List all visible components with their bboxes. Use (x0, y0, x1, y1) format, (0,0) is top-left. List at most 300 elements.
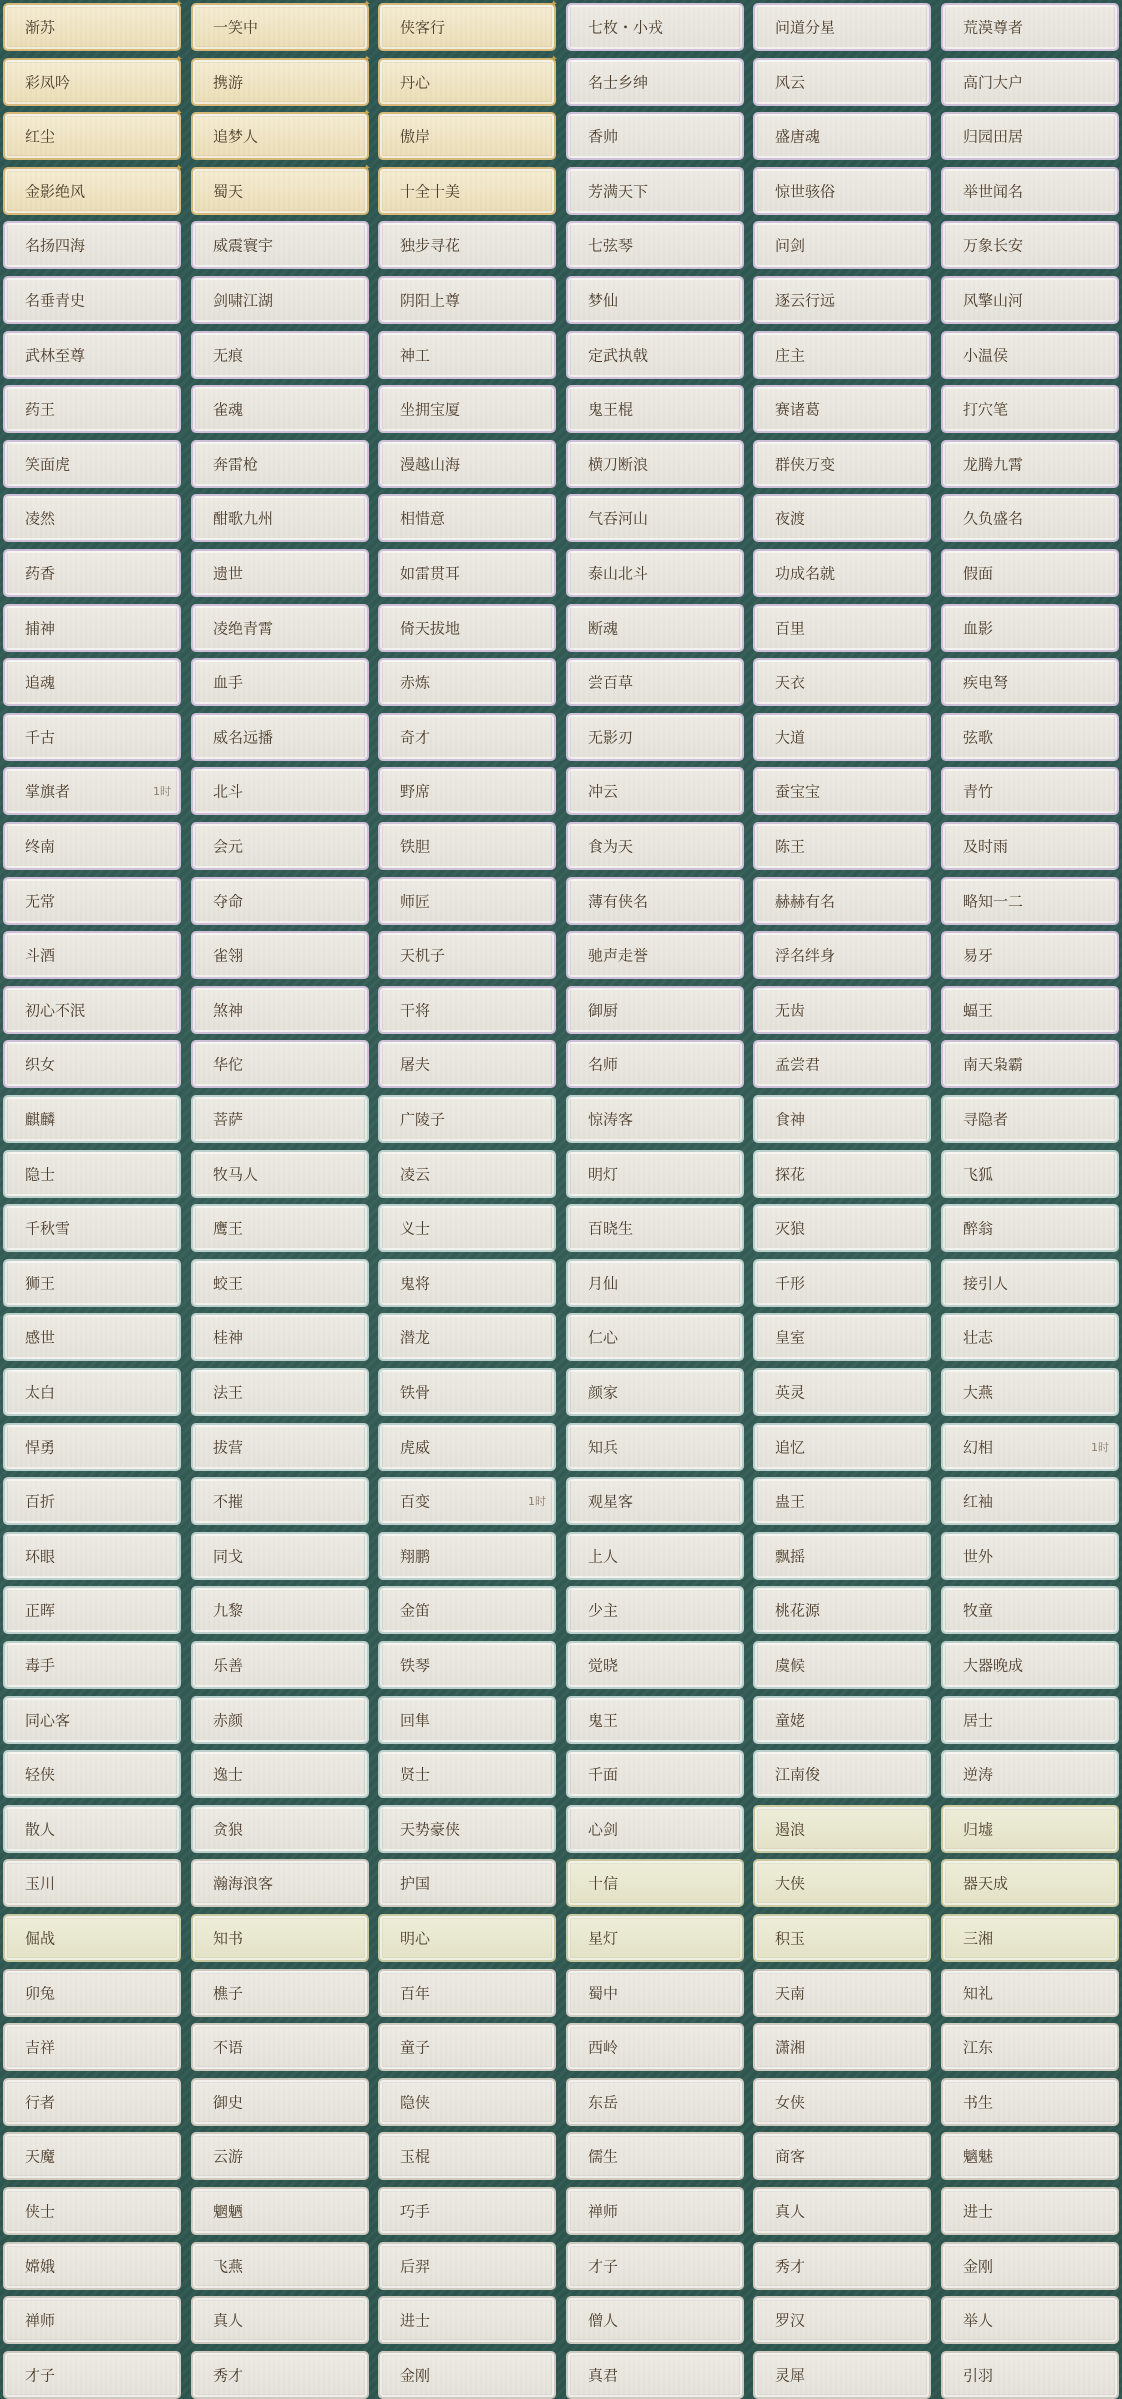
title-label: 千形 (775, 1274, 806, 1293)
title-tile[interactable] (378, 1368, 556, 1416)
title-tile[interactable] (378, 877, 556, 925)
title-tile[interactable] (191, 2132, 369, 2180)
title-tile[interactable] (191, 0, 371, 51)
title-tile[interactable] (566, 331, 744, 379)
title-tile[interactable] (941, 1750, 1119, 1798)
title-tile[interactable] (753, 2351, 931, 2399)
title-label: 夜渡 (775, 509, 806, 528)
title-tile[interactable] (566, 822, 744, 870)
title-tile[interactable] (753, 112, 931, 160)
title-tile[interactable] (191, 1259, 369, 1307)
title-tile[interactable] (753, 221, 931, 269)
title-tile[interactable] (191, 1150, 369, 1198)
title-tile[interactable] (3, 1204, 181, 1252)
title-tile[interactable] (566, 1696, 744, 1744)
title-tile[interactable] (3, 1150, 181, 1198)
title-tile[interactable] (378, 1423, 556, 1471)
title-tile[interactable] (753, 494, 931, 542)
title-tile[interactable] (941, 2078, 1119, 2126)
title-tile[interactable] (566, 2132, 744, 2180)
title-tile[interactable] (941, 931, 1119, 979)
title-tile[interactable] (378, 2351, 556, 2399)
title-tile[interactable] (191, 822, 369, 870)
title-label: 威震寰宇 (213, 236, 274, 255)
title-tile[interactable] (378, 494, 556, 542)
title-label: 三湘 (963, 1929, 994, 1948)
title-tile[interactable] (3, 1750, 181, 1798)
title-tile[interactable] (378, 931, 556, 979)
title-tile[interactable] (566, 1368, 744, 1416)
title-tile[interactable] (753, 604, 931, 652)
title-tile[interactable] (3, 494, 181, 542)
title-tile[interactable] (191, 385, 369, 433)
title-tile[interactable] (753, 931, 931, 979)
title-tile[interactable] (191, 658, 369, 706)
title-tile[interactable] (191, 1696, 369, 1744)
title-label: 铁琴 (400, 1656, 431, 1675)
title-tile[interactable] (191, 1805, 369, 1853)
title-tile[interactable] (566, 549, 744, 597)
title-tile[interactable] (3, 1477, 181, 1525)
title-tile[interactable] (3, 1313, 181, 1361)
title-tile[interactable] (941, 604, 1119, 652)
title-label: 剑啸江湖 (213, 291, 274, 310)
title-tile[interactable] (3, 1586, 181, 1634)
title-label: 坐拥宝厦 (400, 400, 461, 419)
title-tile[interactable] (566, 2296, 744, 2344)
title-tile[interactable] (753, 1095, 931, 1143)
title-tile[interactable] (378, 276, 556, 324)
title-tile[interactable] (566, 931, 744, 979)
title-tile[interactable] (941, 1204, 1119, 1252)
title-tile[interactable] (941, 1914, 1119, 1962)
sparkle-corner-icon: ✦ (549, 54, 558, 65)
title-tile[interactable] (941, 3, 1119, 51)
title-tile[interactable] (566, 494, 744, 542)
title-tile[interactable] (378, 1586, 556, 1634)
title-tile[interactable] (753, 2078, 931, 2126)
title-tile[interactable] (941, 713, 1119, 761)
title-tile[interactable] (941, 1859, 1119, 1907)
title-tile[interactable] (378, 2187, 556, 2235)
title-tile[interactable] (941, 986, 1119, 1034)
title-label: 麒麟 (25, 1110, 56, 1129)
title-tile[interactable] (566, 1969, 744, 2017)
title-tile[interactable] (378, 1805, 556, 1853)
title-tile[interactable] (3, 2078, 181, 2126)
title-tile[interactable] (191, 1532, 369, 1580)
title-tile[interactable] (566, 1859, 744, 1907)
title-tile[interactable] (3, 440, 181, 488)
title-tile[interactable] (191, 1586, 369, 1634)
title-tile[interactable] (191, 494, 369, 542)
title-label: 食为天 (588, 837, 634, 856)
title-tile[interactable] (191, 1969, 369, 2017)
title-label: 真人 (775, 2202, 806, 2221)
title-tile[interactable] (566, 658, 744, 706)
title-tile[interactable] (378, 986, 556, 1034)
title-tile[interactable] (191, 1040, 369, 1088)
title-tile[interactable] (378, 1040, 556, 1088)
title-tile[interactable] (941, 494, 1119, 542)
title-tile[interactable] (941, 1696, 1119, 1744)
title-tile[interactable] (566, 1750, 744, 1798)
title-tile[interactable] (191, 1750, 369, 1798)
title-label: 易牙 (963, 946, 994, 965)
title-tile[interactable] (566, 1805, 744, 1853)
title-tile[interactable] (191, 1914, 369, 1962)
title-label: 金影绝风 (25, 182, 86, 201)
title-tile[interactable] (378, 1859, 556, 1907)
title-tile[interactable] (3, 276, 181, 324)
title-tile[interactable] (941, 112, 1119, 160)
title-tile[interactable] (3, 163, 183, 215)
title-tile[interactable] (941, 1368, 1119, 1416)
title-label: 逆涛 (963, 1765, 994, 1784)
title-tile[interactable] (191, 604, 369, 652)
title-tile[interactable] (566, 3, 744, 51)
title-tile[interactable] (191, 2242, 369, 2290)
title-tile[interactable] (3, 1368, 181, 1416)
title-tile[interactable] (3, 385, 181, 433)
title-tile[interactable] (378, 1641, 556, 1689)
title-tile[interactable] (378, 112, 556, 160)
title-tile[interactable] (566, 767, 744, 815)
title-tile[interactable] (378, 440, 556, 488)
title-tile[interactable] (566, 1477, 744, 1525)
title-tile[interactable] (378, 1532, 556, 1580)
title-tile[interactable] (378, 1204, 556, 1252)
title-tile[interactable] (191, 549, 369, 597)
title-tile[interactable] (3, 1641, 181, 1689)
title-tile[interactable] (753, 658, 931, 706)
title-tile[interactable] (3, 2187, 181, 2235)
title-tile[interactable] (566, 58, 744, 106)
title-label: 贤士 (400, 1765, 431, 1784)
title-tile[interactable] (753, 877, 931, 925)
title-tile[interactable] (191, 1204, 369, 1252)
title-tile[interactable] (566, 1532, 744, 1580)
title-tile[interactable] (566, 2242, 744, 2290)
title-tile[interactable] (191, 276, 369, 324)
title-tile[interactable] (753, 1532, 931, 1580)
title-tile[interactable] (753, 1204, 931, 1252)
title-tile[interactable] (566, 385, 744, 433)
title-label: 逸士 (213, 1765, 244, 1784)
title-tile[interactable] (753, 2242, 931, 2290)
title-tile[interactable] (941, 331, 1119, 379)
title-tile[interactable] (941, 1805, 1119, 1853)
title-label: 儒生 (588, 2147, 619, 2166)
title-tile[interactable] (941, 2023, 1119, 2071)
title-tile[interactable] (753, 1368, 931, 1416)
title-tile[interactable] (191, 713, 369, 761)
title-label: 赫赫有名 (775, 892, 836, 911)
title-tile[interactable] (753, 1313, 931, 1361)
title-tile[interactable] (941, 385, 1119, 433)
title-tile[interactable] (941, 1532, 1119, 1580)
title-tile[interactable] (566, 1040, 744, 1088)
title-tile[interactable] (191, 54, 371, 106)
title-label: 归园田居 (963, 127, 1024, 146)
title-tile[interactable] (191, 1477, 369, 1525)
title-label: 掌旗者 (25, 782, 71, 801)
title-tile[interactable] (378, 221, 556, 269)
title-tile[interactable] (3, 1423, 181, 1471)
title-tile[interactable] (191, 331, 369, 379)
title-tile[interactable] (753, 1259, 931, 1307)
title-tile[interactable] (941, 1040, 1119, 1088)
title-tile[interactable] (941, 2296, 1119, 2344)
title-tile[interactable] (753, 767, 931, 815)
title-tile[interactable] (941, 2132, 1119, 2180)
title-tile[interactable] (753, 1805, 931, 1853)
title-tile[interactable] (3, 877, 181, 925)
title-tile[interactable] (191, 1313, 369, 1361)
title-tile[interactable] (3, 331, 181, 379)
title-tile[interactable] (191, 163, 371, 215)
title-label: 百里 (775, 619, 806, 638)
title-tile[interactable] (3, 2132, 181, 2180)
title-tile[interactable] (566, 1095, 744, 1143)
title-tile[interactable] (3, 986, 181, 1034)
title-tile[interactable] (566, 276, 744, 324)
title-tile[interactable] (753, 331, 931, 379)
title-tile[interactable] (378, 331, 556, 379)
title-tile[interactable] (566, 167, 744, 215)
title-tile[interactable] (3, 1805, 181, 1853)
title-tile[interactable] (753, 1696, 931, 1744)
title-tile[interactable] (378, 1259, 556, 1307)
title-tile[interactable] (378, 604, 556, 652)
title-tile[interactable] (753, 2296, 931, 2344)
title-tile[interactable] (3, 2242, 181, 2290)
title-label: 仁心 (588, 1328, 619, 1347)
title-tile[interactable] (3, 1095, 181, 1143)
title-tile[interactable] (941, 1641, 1119, 1689)
title-tile[interactable] (941, 1969, 1119, 2017)
title-tile[interactable] (378, 822, 556, 870)
title-tile[interactable] (753, 1586, 931, 1634)
title-tile[interactable] (941, 440, 1119, 488)
title-tile[interactable] (378, 385, 556, 433)
title-tile[interactable] (941, 167, 1119, 215)
title-tile[interactable] (753, 822, 931, 870)
title-tile[interactable] (753, 1423, 931, 1471)
title-label: 义士 (400, 1219, 431, 1238)
title-tile[interactable] (3, 713, 181, 761)
title-tile[interactable] (941, 549, 1119, 597)
title-tile[interactable] (191, 1859, 369, 1907)
title-tile[interactable] (941, 1423, 1119, 1471)
title-label: 天魔 (25, 2147, 56, 2166)
title-tile[interactable] (191, 2187, 369, 2235)
title-tile[interactable] (378, 1914, 556, 1962)
title-tile[interactable] (941, 221, 1119, 269)
title-tile[interactable] (941, 877, 1119, 925)
title-tile[interactable] (941, 1586, 1119, 1634)
title-tile[interactable] (3, 658, 181, 706)
title-tile[interactable] (566, 986, 744, 1034)
title-tile[interactable] (941, 767, 1119, 815)
title-tile[interactable] (753, 1750, 931, 1798)
title-tile[interactable] (941, 658, 1119, 706)
title-tile[interactable] (191, 2296, 369, 2344)
title-tile[interactable] (941, 2242, 1119, 2290)
title-tile[interactable] (3, 1259, 181, 1307)
title-tile[interactable] (753, 1969, 931, 2017)
title-tile[interactable] (378, 2132, 556, 2180)
title-tile[interactable] (566, 221, 744, 269)
title-label: 隐士 (25, 1165, 56, 1184)
title-tile[interactable] (3, 931, 181, 979)
title-tile[interactable] (378, 1095, 556, 1143)
title-tile[interactable] (941, 1095, 1119, 1143)
title-tile[interactable] (753, 2132, 931, 2180)
title-tile[interactable] (378, 1696, 556, 1744)
title-tile[interactable] (941, 2351, 1119, 2399)
title-tile[interactable] (753, 549, 931, 597)
title-tile[interactable] (378, 767, 556, 815)
title-tile[interactable] (941, 58, 1119, 106)
title-tile[interactable] (378, 0, 558, 51)
title-tile[interactable] (191, 877, 369, 925)
title-tile[interactable] (753, 1641, 931, 1689)
title-tile[interactable] (3, 2351, 181, 2399)
title-tile[interactable] (753, 1859, 931, 1907)
title-tile[interactable] (566, 440, 744, 488)
title-tile[interactable] (3, 822, 181, 870)
title-tile[interactable] (753, 3, 931, 51)
title-tile[interactable] (191, 1641, 369, 1689)
title-tile[interactable] (566, 1423, 744, 1471)
title-tile[interactable] (3, 2023, 181, 2071)
title-tile[interactable] (566, 1586, 744, 1634)
title-tile[interactable] (566, 1150, 744, 1198)
title-tile[interactable] (753, 1040, 931, 1088)
title-tile[interactable] (566, 2078, 744, 2126)
title-tile[interactable] (191, 2078, 369, 2126)
title-tile[interactable] (566, 1914, 744, 1962)
title-tile[interactable] (753, 1477, 931, 1525)
title-label: 天南 (775, 1984, 806, 2003)
title-tile[interactable] (378, 1477, 556, 1525)
title-tile[interactable] (378, 1150, 556, 1198)
title-tile[interactable] (753, 1914, 931, 1962)
title-tile[interactable] (941, 1313, 1119, 1361)
title-tile[interactable] (941, 1259, 1119, 1307)
title-tile[interactable] (566, 1204, 744, 1252)
title-tile[interactable] (191, 986, 369, 1034)
title-tile[interactable] (191, 2351, 369, 2399)
title-tile[interactable] (3, 1040, 181, 1088)
title-tile[interactable] (753, 713, 931, 761)
title-tile[interactable] (378, 713, 556, 761)
title-tile[interactable] (191, 440, 369, 488)
title-tile[interactable] (753, 986, 931, 1034)
title-tile[interactable] (566, 2351, 744, 2399)
title-tile[interactable] (3, 0, 183, 51)
title-tile[interactable] (566, 877, 744, 925)
title-tile[interactable] (378, 1313, 556, 1361)
title-tile[interactable] (753, 440, 931, 488)
title-label: 桂神 (213, 1328, 244, 1347)
title-tile[interactable] (378, 1969, 556, 2017)
title-tile[interactable] (941, 1150, 1119, 1198)
title-tile[interactable] (378, 549, 556, 597)
title-label: 赛诸葛 (775, 400, 821, 419)
title-tile[interactable] (3, 54, 183, 106)
title-tile[interactable] (566, 713, 744, 761)
title-tile[interactable] (378, 658, 556, 706)
title-tile[interactable] (941, 1477, 1119, 1525)
title-tile[interactable] (753, 58, 931, 106)
title-tile[interactable] (566, 112, 744, 160)
title-label: 北斗 (213, 782, 244, 801)
title-label: 进士 (963, 2202, 994, 2221)
title-tile[interactable] (941, 822, 1119, 870)
title-tile[interactable] (3, 1859, 181, 1907)
title-label: 广陵子 (400, 1110, 446, 1129)
title-tile[interactable] (191, 221, 369, 269)
title-tile[interactable] (566, 1259, 744, 1307)
title-tile[interactable] (3, 2296, 181, 2344)
title-tile[interactable] (753, 385, 931, 433)
title-tile[interactable] (753, 2187, 931, 2235)
title-tile[interactable] (191, 108, 371, 160)
title-tile[interactable] (191, 931, 369, 979)
title-tile[interactable] (566, 2023, 744, 2071)
title-tile[interactable] (191, 2023, 369, 2071)
title-label: 观星客 (588, 1492, 634, 1511)
title-tile[interactable] (941, 276, 1119, 324)
title-tile[interactable] (3, 1969, 181, 2017)
title-tile[interactable] (753, 167, 931, 215)
title-tile[interactable] (753, 276, 931, 324)
title-tile[interactable] (3, 1696, 181, 1744)
title-tile[interactable] (3, 767, 181, 815)
title-tile[interactable] (378, 2242, 556, 2290)
title-tile[interactable] (378, 1750, 556, 1798)
title-tile[interactable] (191, 1095, 369, 1143)
title-tile[interactable] (3, 221, 181, 269)
title-tile[interactable] (3, 1914, 181, 1962)
title-tile[interactable] (566, 604, 744, 652)
title-label: 轻侠 (25, 1765, 56, 1784)
title-tile[interactable] (566, 1641, 744, 1689)
title-tile[interactable] (378, 167, 556, 215)
title-tile[interactable] (566, 2187, 744, 2235)
title-tile[interactable] (378, 2078, 556, 2126)
title-tile[interactable] (378, 2296, 556, 2344)
title-tile[interactable] (191, 767, 369, 815)
title-tile[interactable] (191, 1423, 369, 1471)
title-tile[interactable] (191, 1368, 369, 1416)
title-label: 蜀中 (588, 1984, 619, 2003)
title-tile[interactable] (3, 604, 181, 652)
title-tile[interactable] (941, 2187, 1119, 2235)
title-tile[interactable] (753, 1150, 931, 1198)
title-tile[interactable] (3, 1532, 181, 1580)
title-tile[interactable] (378, 2023, 556, 2071)
title-tile[interactable] (3, 108, 183, 160)
title-tile[interactable] (753, 2023, 931, 2071)
title-tile[interactable] (3, 549, 181, 597)
title-label: 玉川 (25, 1874, 56, 1893)
title-tile[interactable] (378, 54, 558, 106)
title-tile[interactable] (566, 1313, 744, 1361)
title-label: 追忆 (775, 1438, 806, 1457)
